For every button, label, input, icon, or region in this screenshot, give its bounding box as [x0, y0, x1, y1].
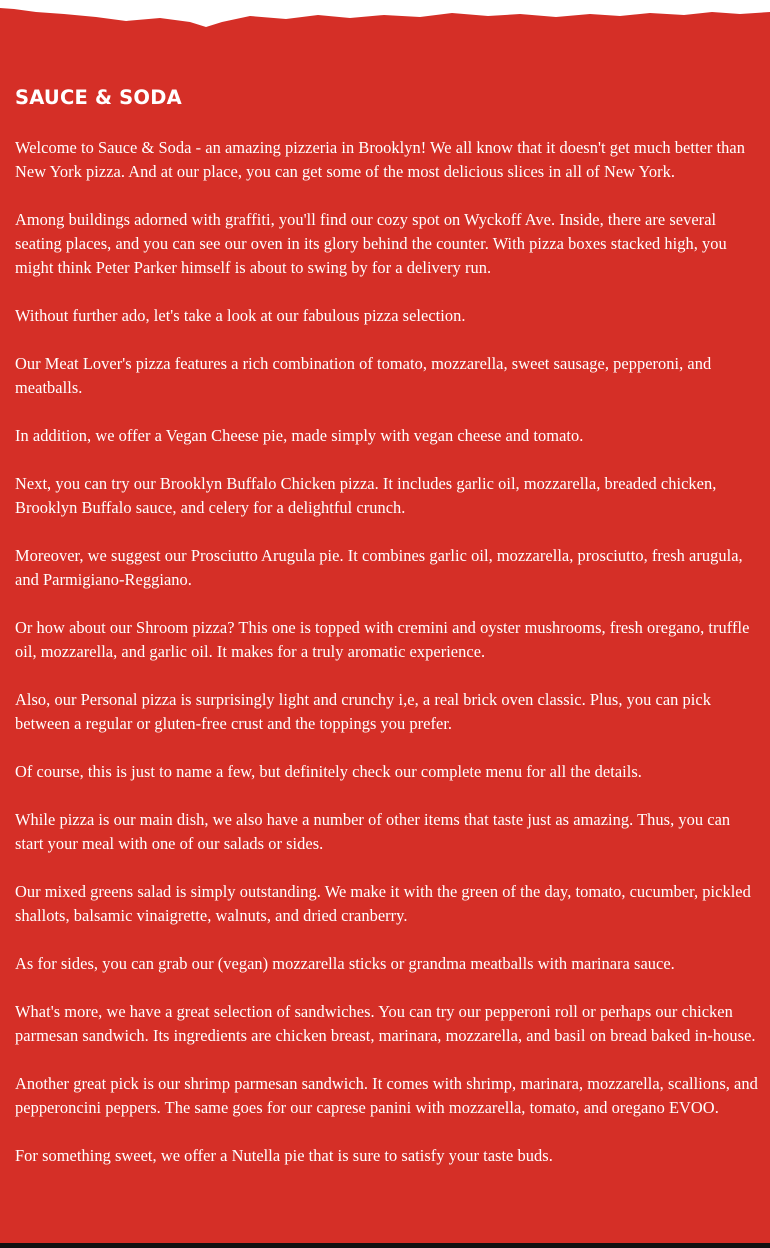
article-paragraph-15: Another great pick is our shrimp parmesan sandwich. It comes with shrimp, marinara, mozzarella, scallions, and pepperoncini peppers. The same goes for our caprese panini with mozzarella, tomato, and oregano EVOO.	[15, 1074, 758, 1117]
article-paragraph-12: Our mixed greens salad is simply outstanding. We make it with the green of the day, tomato, cucumber, pickled shallots, balsamic vinaigrette, walnuts, and dried cranberry.	[15, 882, 751, 925]
article-body	[15, 136, 760, 1168]
article-paragraph-14: What's more, we have a great selection of sandwiches. You can try our pepperoni roll or perhaps our chicken parmesan sandwich. Its ingredients are chicken breast, marinara, mozzarella, and basil on bread baked in-house.	[15, 1002, 756, 1045]
article-paragraph-11: While pizza is our main dish, we also have a number of other items that taste just as amazing. Thus, you can start your meal with one of our salads or sides.	[15, 810, 731, 853]
article-paragraph-13: As for sides, you can grab our (vegan) mozzarella sticks or grandma meatballs with marinara sauce.	[15, 954, 675, 973]
torn-paper-edge	[0, 0, 770, 34]
article-paragraph-5: In addition, we offer a Vegan Cheese pie, made simply with vegan cheese and tomato.	[15, 426, 584, 445]
article-paragraph-16: For something sweet, we offer a Nutella pie that is sure to satisfy your taste buds.	[15, 1146, 553, 1165]
page-bottom-bar	[0, 1243, 770, 1248]
article-paragraph-4: Our Meat Lover's pizza features a rich combination of tomato, mozzarella, sweet sausage, pepperoni, and meatballs.	[15, 354, 712, 397]
article-paragraph-8: Or how about our Shroom pizza? This one is topped with cremini and oyster mushrooms, fresh oregano, truffle oil, mozzarella, and garlic oil. It makes for a truly aromatic experience.	[15, 618, 750, 661]
article-paragraph-6: Next, you can try our Brooklyn Buffalo Chicken pizza. It includes garlic oil, mozzarella, breaded chicken, Brooklyn Buffalo sauce, and celery for a delightful crunch.	[15, 474, 717, 517]
article-paragraph-7: Moreover, we suggest our Prosciutto Arugula pie. It combines garlic oil, mozzarella, prosciutto, fresh arugula, and Parmigiano-Reggiano.	[15, 546, 743, 589]
article-paragraph-3: Without further ado, let's take a look at our fabulous pizza selection.	[15, 306, 466, 325]
article-content	[15, 86, 760, 1192]
article-paragraph-9: Also, our Personal pizza is surprisingly light and crunchy i,e, a real brick oven classic. Plus, you can pick between a regular or gluten-free crust and the toppings you prefer.	[15, 690, 711, 733]
page-title: SAUCE & SODA	[15, 86, 182, 109]
article-paragraph-2: Among buildings adorned with graffiti, you'll find our cozy spot on Wyckoff Ave. Inside, there are several seating places, and you can see our oven in its glory behind the counter. With pizza boxes stacked high, you might think Peter Parker himself is about to swing by for a delivery run.	[15, 210, 727, 277]
article-paragraph-1: Welcome to Sauce & Soda - an amazing pizzeria in Brooklyn! We all know that it doesn't get much better than New York pizza. And at our place, you can get some of the most delicious slices in all of New York.	[15, 138, 745, 181]
article-paragraph-10: Of course, this is just to name a few, but definitely check our complete menu for all the details.	[15, 762, 642, 781]
